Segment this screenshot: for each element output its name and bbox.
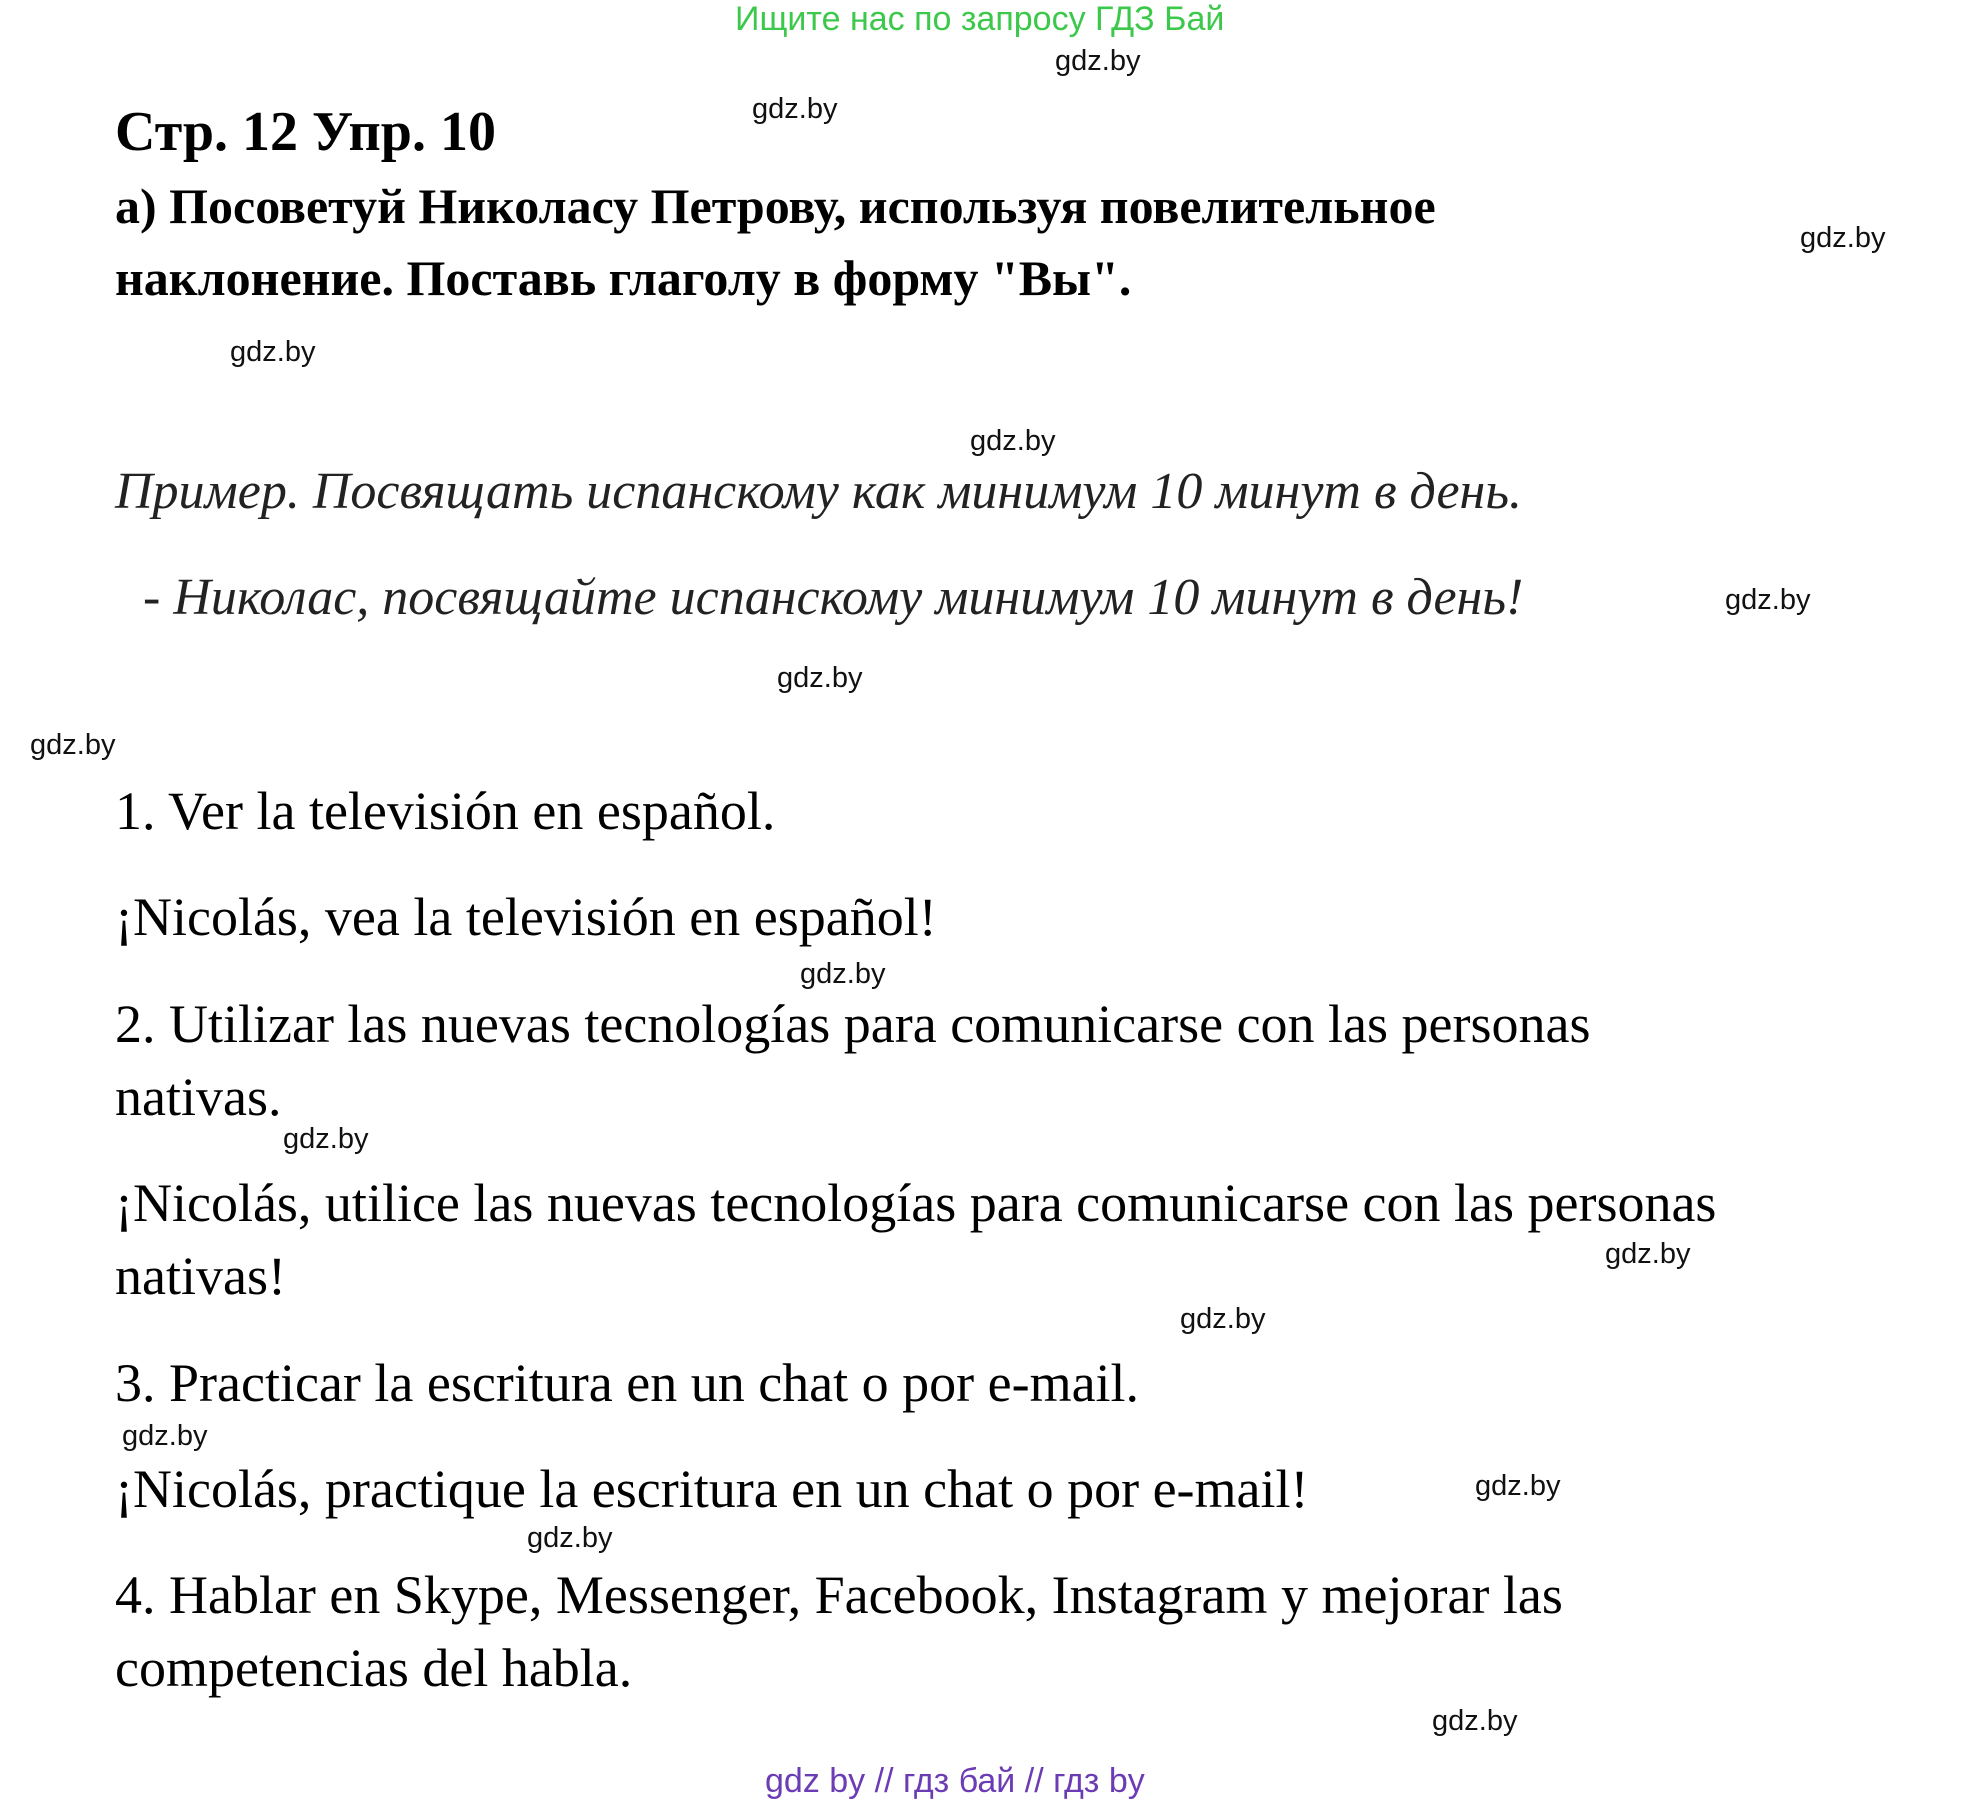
watermark: gdz.by <box>1055 45 1141 77</box>
item-2-prompt-line-1: 2. Utilizar las nuevas tecnologías para comunicarse con las personas <box>115 994 1591 1054</box>
item-3-prompt: 3. Practicar la escritura en un chat o por e-mail. <box>115 1353 1140 1413</box>
watermark: gdz.by <box>30 729 116 761</box>
page-title: Стр. 12 Упр. 10 <box>115 101 496 163</box>
watermark: gdz.by <box>1475 1470 1561 1502</box>
watermark: gdz.by <box>1725 584 1811 616</box>
watermark: gdz.by <box>752 93 838 125</box>
watermark: gdz.by <box>1800 222 1886 254</box>
watermark: gdz.by <box>527 1522 613 1554</box>
item-1-answer: ¡Nicolás, vea la televisión en español! <box>115 887 937 947</box>
item-3-answer: ¡Nicolás, practique la escritura en un chat o por e-mail! <box>115 1459 1309 1519</box>
example-prompt: Пример. Посвящать испанскому как минимум 10 минут в день. <box>115 463 1523 520</box>
item-4-prompt-line-2: competencias del habla. <box>115 1638 633 1698</box>
watermark: gdz.by <box>1180 1303 1266 1335</box>
watermark: gdz.by <box>800 958 886 990</box>
watermark: gdz.by <box>777 662 863 694</box>
task-line-1: а) Посоветуй Николасу Петрову, используя повелительное <box>115 178 1436 234</box>
item-2-prompt-line-2: nativas. <box>115 1067 282 1127</box>
watermark: gdz.by <box>122 1420 208 1452</box>
item-2-answer-line-2: nativas! <box>115 1246 286 1306</box>
example-answer: - Николас, посвящайте испанскому минимум 10 минут в день! <box>143 569 1524 626</box>
search-banner: Ищите нас по запросу ГДЗ Бай <box>735 0 1225 38</box>
watermark: gdz.by <box>1605 1238 1691 1270</box>
footer-links: gdz by // гдз бай // гдз by <box>765 1762 1145 1800</box>
task-line-2: наклонение. Поставь глаголу в форму "Вы". <box>115 250 1132 306</box>
item-4-prompt-line-1: 4. Hablar en Skype, Messenger, Facebook, Instagram y mejorar las <box>115 1565 1563 1625</box>
watermark: gdz.by <box>283 1123 369 1155</box>
watermark: gdz.by <box>970 425 1056 457</box>
item-1-prompt: 1. Ver la televisión en español. <box>115 781 776 841</box>
watermark: gdz.by <box>230 336 316 368</box>
watermark: gdz.by <box>1432 1705 1518 1737</box>
item-2-answer-line-1: ¡Nicolás, utilice las nuevas tecnologías para comunicarse con las personas <box>115 1173 1717 1233</box>
